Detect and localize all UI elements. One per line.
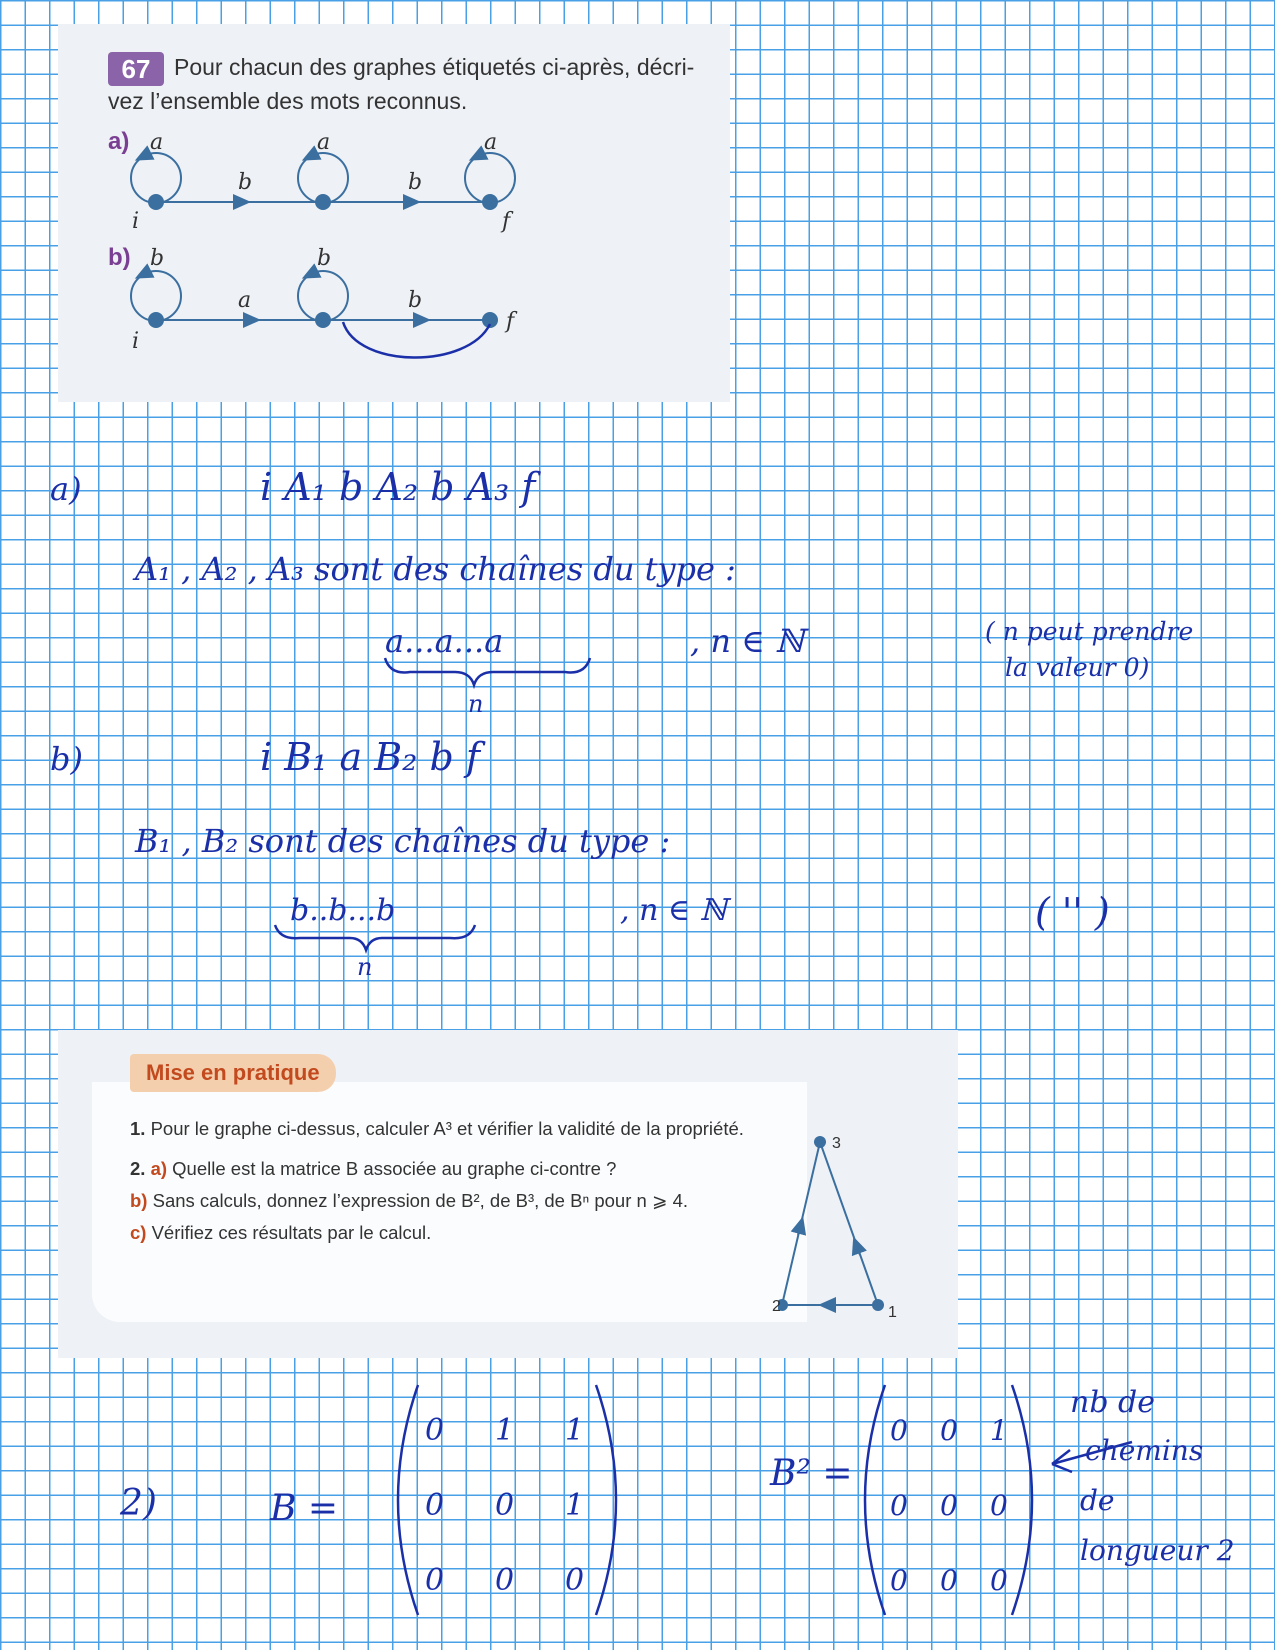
loop-label-a-2: a [317, 130, 331, 155]
hw-a-condition: , n ∈ ℕ [690, 622, 805, 660]
annotation-line-4: longueur 2 [1080, 1534, 1235, 1567]
node-3-label: 3 [832, 1135, 841, 1152]
question-2b [130, 1190, 688, 1212]
mise-en-pratique-panel [58, 1030, 958, 1358]
hw-a-note-1: ( n peut prendre [985, 617, 1194, 646]
node-1-label: 1 [888, 1304, 897, 1321]
exercise-number-badge: 67 [108, 52, 164, 86]
state-mid-b [315, 312, 331, 328]
state-i-b [148, 312, 164, 328]
loop-label-b-2: b [317, 246, 332, 271]
hw-b-expression: i B₁ a B₂ b f [260, 735, 480, 779]
exercise-67-panel [58, 24, 730, 402]
automaton-diagrams [58, 24, 730, 402]
hw-a-label: a) [50, 470, 82, 508]
graph-b [131, 271, 490, 321]
loop-label-a-3: a [484, 130, 498, 155]
B-left-paren [398, 1385, 418, 1615]
B-r2c3: 1 [565, 1488, 585, 1523]
edge-label-a-1: b [238, 170, 253, 195]
edge-label-b-1: a [238, 288, 252, 313]
B2-r2c1: 0 [890, 1489, 908, 1522]
hw-b-label: b) [50, 740, 83, 778]
hw-q2-label: 2) [120, 1483, 157, 1524]
q1-text: Pour le graphe ci-dessus, calculer A³ et vérifier la validité de la propriété. [150, 1118, 744, 1139]
B-right-paren [596, 1385, 616, 1615]
hw-b-condition: , n ∈ ℕ [620, 893, 728, 928]
annotation-line-2: chemins [1085, 1434, 1204, 1467]
B-r2c1: 0 [425, 1488, 445, 1523]
B2-name: B² = [770, 1453, 853, 1494]
node-3 [814, 1136, 826, 1148]
B2-r2c3: 0 [990, 1489, 1008, 1522]
hw-a-note-2: la valeur 0) [1005, 653, 1150, 682]
question-line-1: Pour chacun des graphes étiquetés ci-après, décri- [174, 54, 695, 80]
B2-right-paren [1012, 1385, 1032, 1615]
B2-left-paren [865, 1385, 885, 1615]
B2-r3c1: 0 [890, 1564, 908, 1597]
triangle-graph [778, 1130, 948, 1340]
loop-label-b-1: b [150, 246, 165, 271]
q2a-text: Quelle est la matrice B associée au graphe ci-contre ? [172, 1158, 617, 1179]
q2-number: 2. [130, 1158, 146, 1179]
B-name: B = [270, 1488, 339, 1529]
state-f-a [482, 194, 498, 210]
question-2a [130, 1158, 616, 1180]
B2-r3c3: 0 [990, 1564, 1008, 1597]
question-1 [130, 1118, 744, 1140]
loop-label-a-1: a [150, 130, 164, 155]
start-label-b: i [132, 329, 140, 354]
mise-en-pratique-title: Mise en pratique [130, 1054, 336, 1092]
hw-b-note: ( '' ) [1035, 890, 1110, 934]
hw-b-n: n [357, 953, 373, 981]
annotation-line-1: nb de [1070, 1385, 1156, 1420]
hw-a-brace [385, 658, 590, 685]
handwritten-matrices [0, 1360, 1275, 1650]
q2b-label: b) [130, 1190, 148, 1211]
B-r1c2: 1 [495, 1413, 515, 1448]
start-label-a: i [132, 209, 140, 234]
question-2c [130, 1222, 431, 1244]
handwritten-bypass-arc [343, 322, 490, 358]
handwritten-answers-ab [0, 440, 1275, 1000]
B-r3c2: 0 [495, 1563, 515, 1598]
state-mid-a [315, 194, 331, 210]
hw-a-expression: i A₁ b A₂ b A₃ f [260, 465, 536, 509]
hw-a-n: n [468, 690, 484, 718]
edge-label-b-2: b [408, 288, 423, 313]
end-label-b: f [506, 309, 515, 334]
node-2-label-visible: 2 [772, 1298, 781, 1315]
q2a-label: a) [150, 1158, 168, 1179]
annotation-line-3: de [1080, 1484, 1115, 1517]
node-1 [872, 1299, 884, 1311]
q2c-label: c) [130, 1222, 147, 1243]
B2-r2c2: 0 [940, 1489, 958, 1522]
B-r2c2: 0 [495, 1488, 515, 1523]
q2c-text: Vérifiez ces résultats par le calcul. [151, 1222, 432, 1243]
hw-a-description: A₁ , A₂ , A₃ sont des chaînes du type : [135, 550, 736, 588]
B-r1c3: 1 [565, 1413, 585, 1448]
B2-r3c2: 0 [940, 1564, 958, 1597]
B-r3c1: 0 [425, 1563, 445, 1598]
hw-b-chain: b..b...b [290, 893, 396, 928]
question-line-2: vez l’ensemble des mots reconnus. [108, 88, 468, 114]
B2-r1c1: 0 [890, 1414, 908, 1447]
B2-r1c3: 1 [990, 1414, 1008, 1447]
edge-label-a-2: b [408, 170, 423, 195]
B-r3c3: 0 [565, 1563, 585, 1598]
hw-b-brace [275, 925, 475, 950]
state-i-a [148, 194, 164, 210]
hw-a-chain: a...a...a [385, 622, 504, 660]
end-label-a: f [502, 209, 511, 234]
part-b-label: b) [108, 244, 131, 271]
q1-number: 1. [130, 1118, 146, 1139]
part-a-label: a) [108, 128, 130, 155]
B2-r1c2: 0 [940, 1414, 958, 1447]
B-r1c1: 0 [425, 1413, 445, 1448]
q2b-text: Sans calculs, donnez l’expression de B², de B³, de Bⁿ pour n ⩾ 4. [152, 1190, 689, 1211]
hw-b-description: B₁ , B₂ sont des chaînes du type : [135, 822, 671, 860]
